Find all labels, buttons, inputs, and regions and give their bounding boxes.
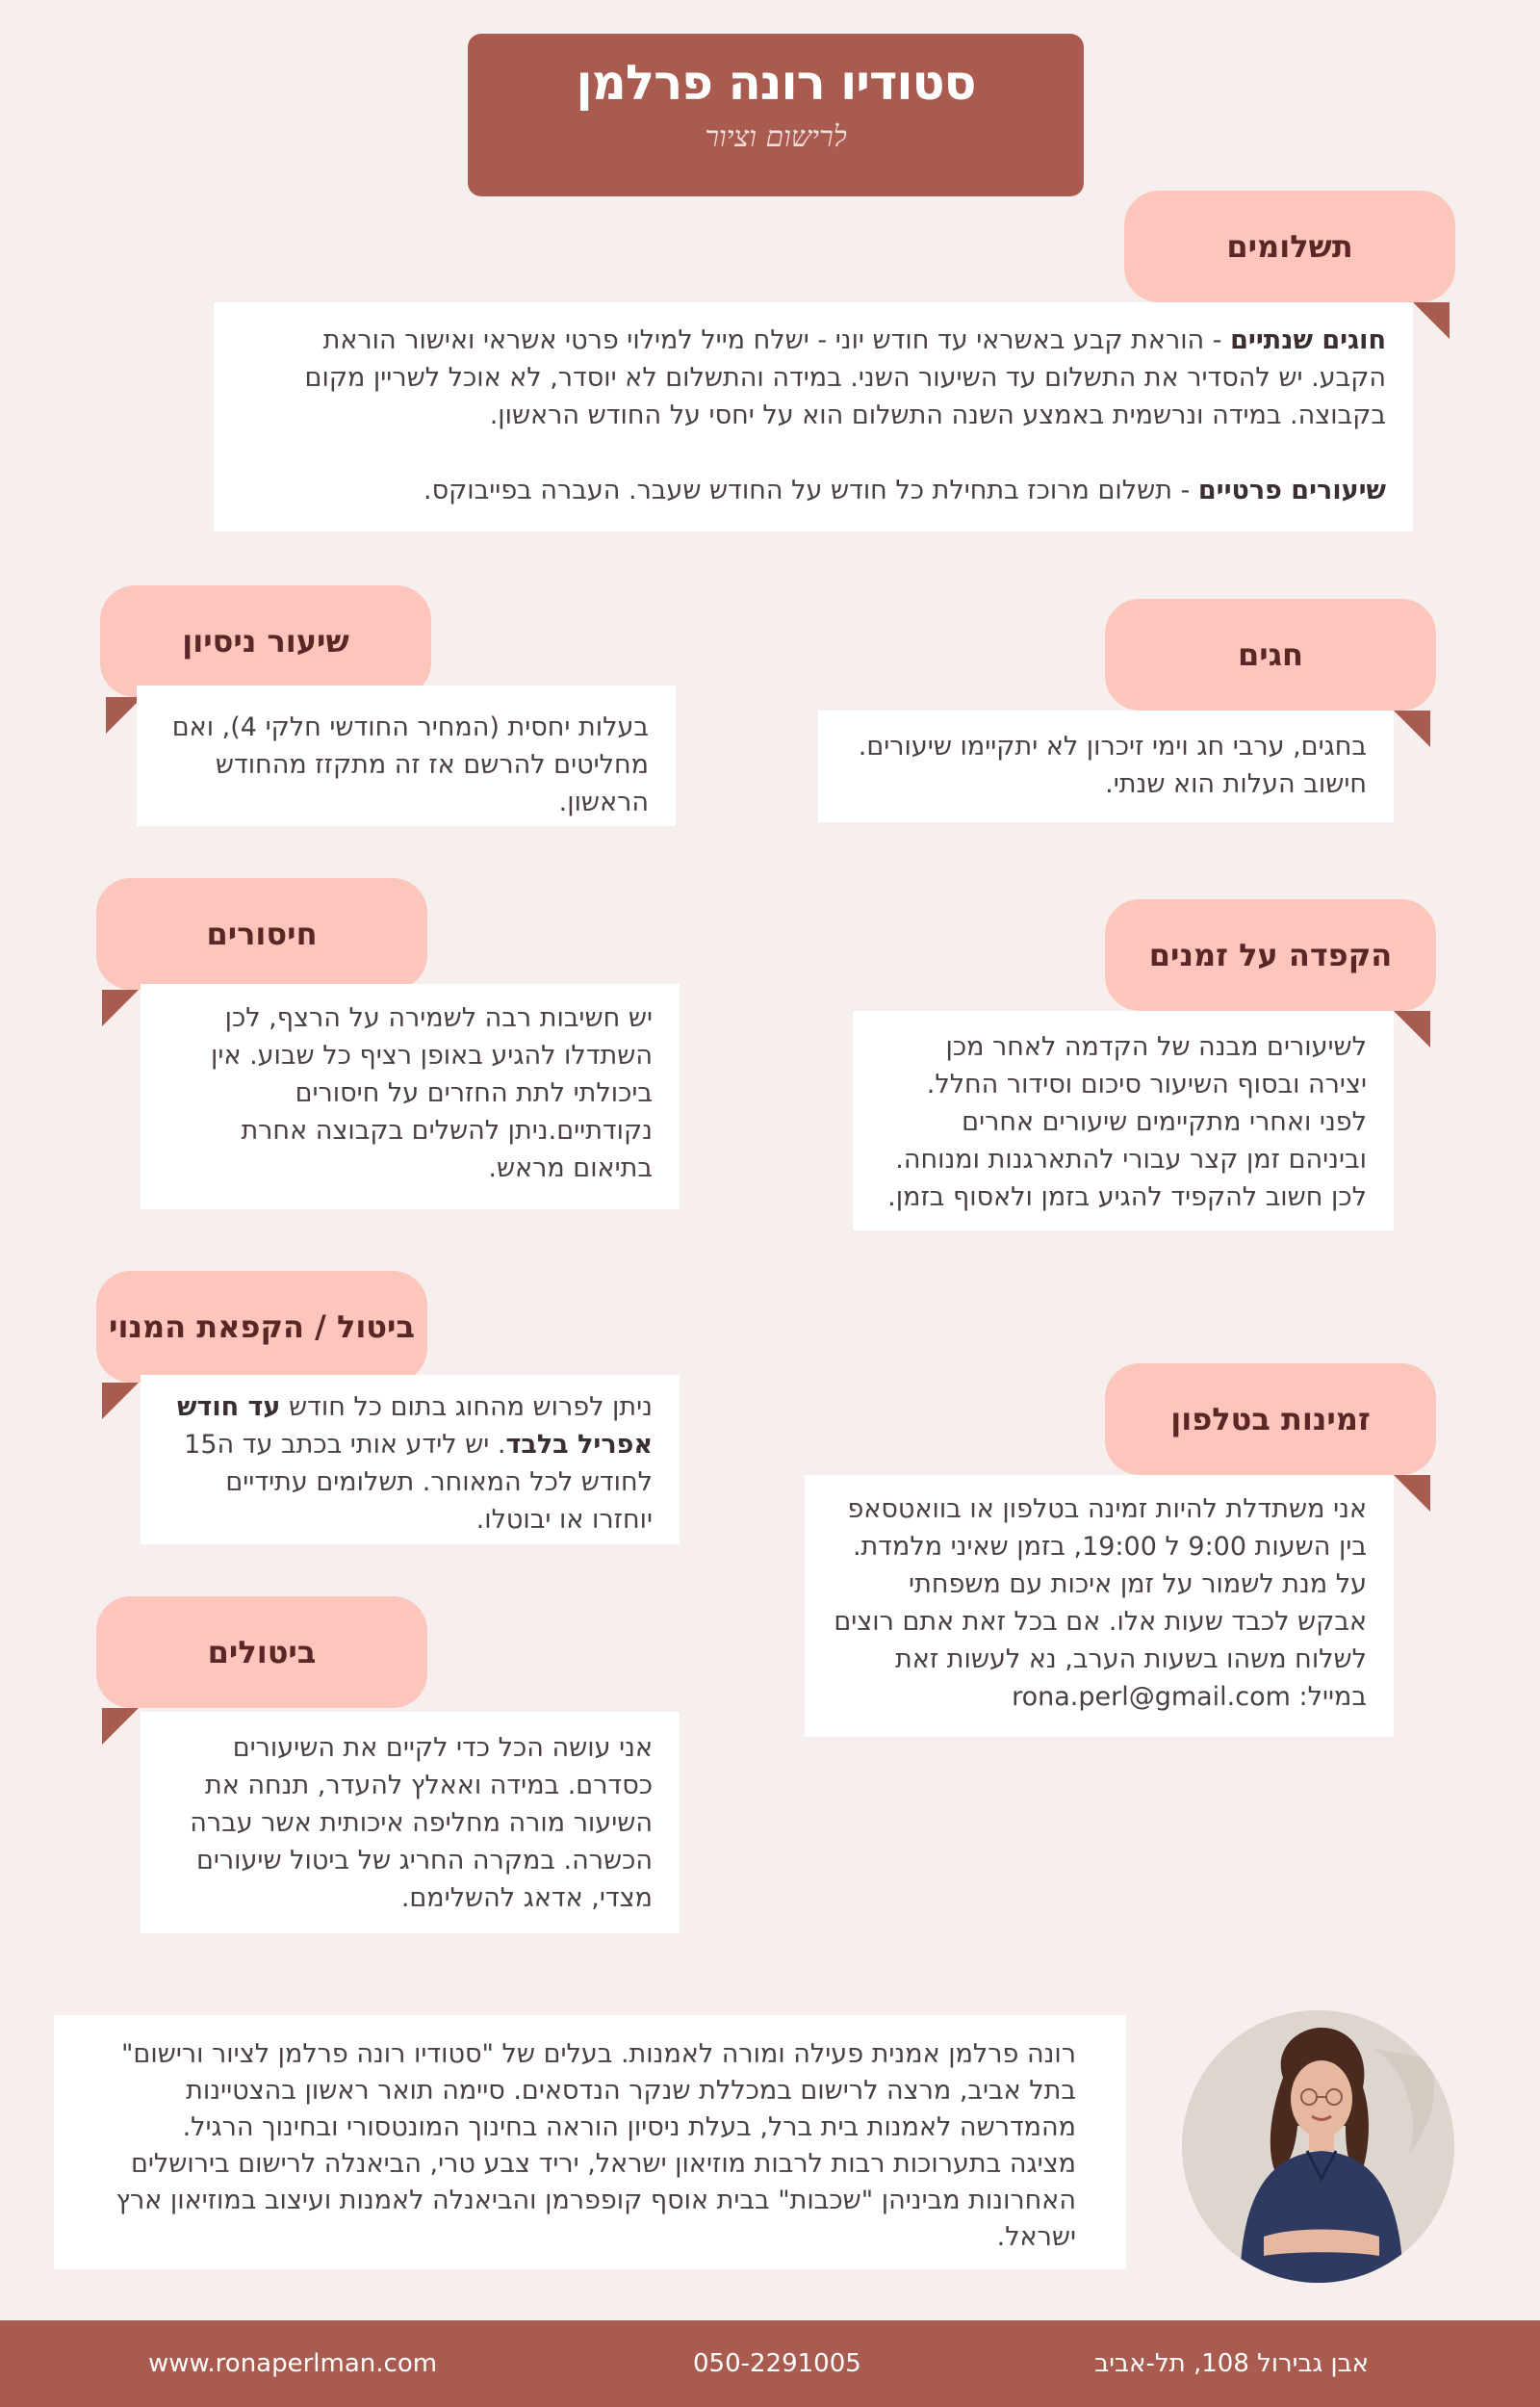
portrait-avatar <box>1182 2010 1454 2283</box>
freeze-card <box>141 1375 680 1544</box>
absences-tab-fold <box>102 990 139 1026</box>
freeze-tab-fold <box>102 1383 139 1419</box>
studio-title: סטודיו רונה פרלמן <box>576 55 976 111</box>
payments-tab-fold <box>1413 302 1450 339</box>
phone-card <box>805 1475 1394 1737</box>
trial-tab: שיעור ניסיון <box>100 585 431 697</box>
footer-phone-link[interactable]: 050-2291005 <box>693 2349 861 2378</box>
phone-tab: זמינות בטלפון <box>1105 1363 1436 1475</box>
punctuality-tab: הקפדה על זמנים <box>1105 899 1436 1011</box>
footer-website-link[interactable]: www.ronaperlman.com <box>148 2349 438 2378</box>
freeze-tab: ביטול / הקפאת המנוי <box>96 1271 427 1383</box>
payments-private <box>241 472 1386 509</box>
payments-annual <box>241 322 1386 434</box>
portrait-illustration <box>1182 2010 1454 2283</box>
cancellations-tab: ביטולים <box>96 1596 427 1708</box>
punctuality-tab-fold <box>1394 1011 1430 1048</box>
bio-card: רונה פרלמן אמנית פעילה ומורה לאמנות. בעלים של "סטודיו רונה פרלמן לציור ורישום" בתל אביב, מרצה לרישום במכללת שנקר הנדסאים. סיימה תואר ראשון בהצטיינות מהמדרשה לאמנות בית ברל, בעלת ניסיון הוראה בחינוך המונטסורי ובחינוך הרגיל. מציגה בתערוכות רבות לרבות מוזיאון ישראל, יריד צבע טרי, הביאנלה לרישום בירושלים האחרונות מביניהן "שכבות" בבית אוסף קופפרמן והביאנלה לאמנות ועיצוב במוזיאון ארץ ישראל. <box>54 2015 1126 2269</box>
phone-text: אני משתדלת להיות זמינה בטלפון או בוואטסאפ בין השעות 9:00 ל 19:00, בזמן שאיני מלמדת. על מנת לשמור על זמן איכות עם משפחתי אבקש לכבד שעות אלו. אם בכל זאת אתם רוצים לשלוח משהו בשעות הערב, נא לעשות זאת במייל: <box>834 1494 1367 1712</box>
phone-tab-fold <box>1394 1475 1430 1512</box>
punctuality-card: לשיעורים מבנה של הקדמה לאחר מכן יצירה ובסוף השיעור סיכום וסידור החלל. לפני ואחרי מתקיימים שיעורים אחרים וביניהם זמן קצר עבורי להתארגנות ומנוחה. לכן חשוב להקפיד להגיע בזמן ולאסוף בזמן. <box>853 1011 1394 1230</box>
absences-card: יש חשיבות רבה לשמירה על הרצף, לכן השתדלו להגיע באופן רציף כל שבוע. אין ביכולתי לתת החזרים על חיסורים נקודתיים.ניתן להשלים בקבוצה אחרת בתיאום מראש. <box>141 984 680 1209</box>
payments-card <box>214 302 1413 531</box>
freeze-text-bold: עד חודש אפריל בלבד <box>176 1392 653 1460</box>
absences-tab: חיסורים <box>96 878 427 990</box>
payments-annual-label: חוגים שנתיים <box>1230 325 1386 355</box>
footer-address: אבן גבירול 108, תל-אביב <box>1094 2349 1369 2378</box>
freeze-text-a: ניתן לפרוש מהחוג בתום כל חודש <box>280 1392 653 1422</box>
cancellations-tab-fold <box>102 1708 139 1745</box>
payments-private-label: שיעורים פרטיים <box>1197 476 1386 505</box>
page-footer <box>0 2320 1540 2407</box>
payments-private-text: - תשלום מרוכז בתחילת כל חודש על החודש שעבר. העברה בפייבוקס. <box>424 476 1198 505</box>
holidays-card: בחגים, ערבי חג וימי זיכרון לא יתקיימו שיעורים. חישוב העלות הוא שנתי. <box>818 711 1394 822</box>
holidays-tab: חגים <box>1105 599 1436 711</box>
cancellations-card: אני עושה הכל כדי לקיים את השיעורים כסדרם. במידה ואאלץ להעדר, תנחה את השיעור מורה מחליפה איכותית אשר עברה הכשרה. במקרה החריג של ביטול שיעורים מצדי, אדאג להשלימם. <box>141 1712 680 1933</box>
holidays-tab-fold <box>1394 711 1430 747</box>
page-header <box>468 34 1084 196</box>
freeze-text-b: . יש לידע אותי בכתב עד ה15 לחודש לכל המאוחר. תשלומים עתידיים יוחזרו או יבוטלו. <box>184 1430 653 1535</box>
trial-card: בעלות יחסית (המחיר החודשי חלקי 4), ואם מחליטים להרשם אז זה מתקזז מהחודש הראשון. <box>137 686 676 826</box>
studio-subtitle: לרישום וציור <box>705 120 847 154</box>
phone-email-link[interactable]: rona.perl@gmail.com <box>1012 1682 1291 1712</box>
payments-tab: תשלומים <box>1124 191 1455 302</box>
payments-annual-text: - הוראת קבע באשראי עד חודש יוני - ישלח מייל למילוי פרטי אשראי ואישור הוראת הקבע. יש להסדיר את התשלום עד השיעור השני. במידה והתשלום לא יוסדר, לא אוכל לשריין מקום בקבוצה. במידה ונרשמית באמצע השנה התשלום הוא על יחסי על החודש הראשון. <box>304 325 1386 430</box>
